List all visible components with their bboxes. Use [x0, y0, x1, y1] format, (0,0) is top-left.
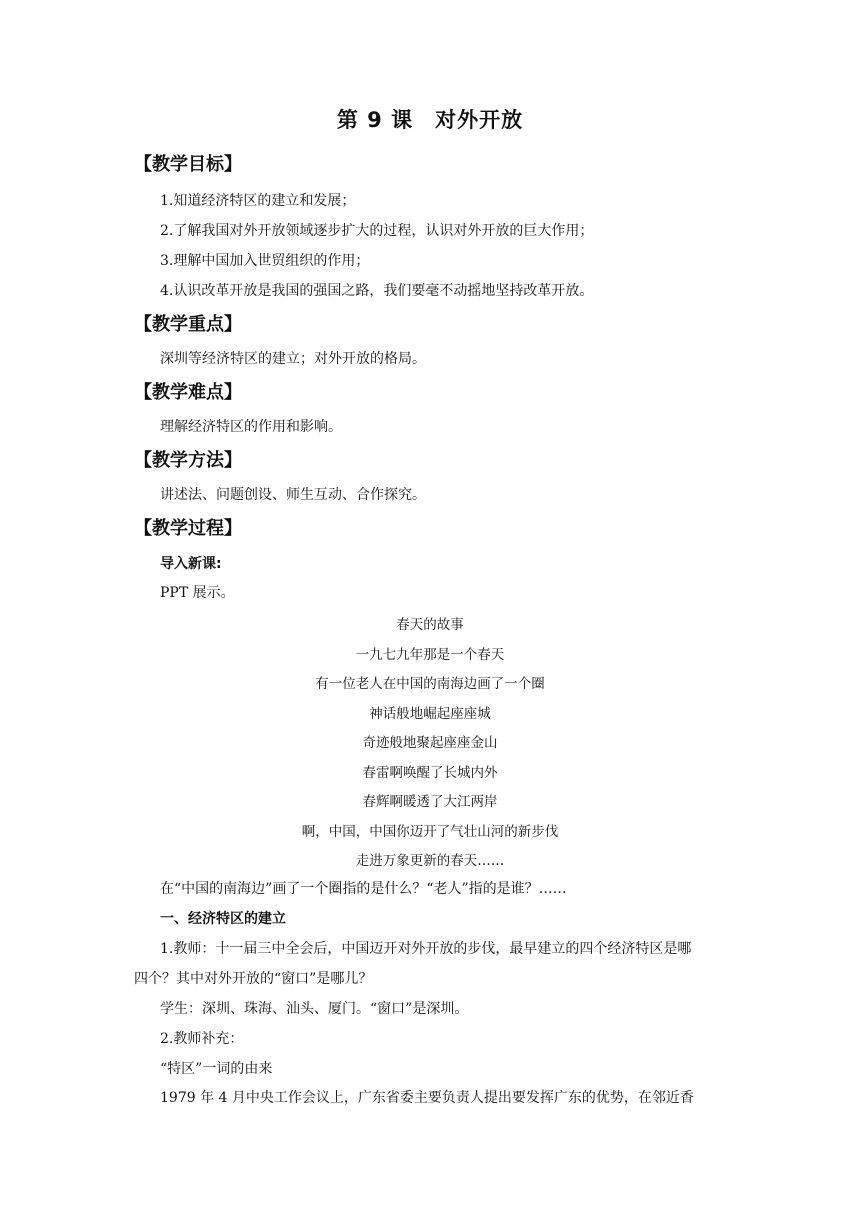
part1-heading: 一、经济特区的建立	[160, 911, 286, 927]
poem-line: 啊，中国，中国你迈开了气壮山河的新步伐	[301, 824, 559, 840]
origin-text: 1979 年 4 月中央工作会议上，广东省委主要负责人提出要发挥广东的优势，在邻近香	[160, 1090, 694, 1106]
page-title: 第 9 课 对外开放	[336, 108, 524, 132]
poem-line: 走进万象更新的春天……	[355, 853, 505, 869]
intro-label: 导入新课:	[160, 556, 222, 572]
poem-line: 春天的故事	[396, 617, 464, 633]
section-heading-goals: 【教学目标】	[134, 154, 242, 175]
poem-line: 神话般地崛起座座城	[369, 706, 491, 722]
poem-line: 一九七九年那是一个春天	[355, 647, 505, 663]
section-heading-process: 【教学过程】	[134, 518, 242, 539]
goal-item: 4.认识改革开放是我国的强国之路，我们要毫不动摇地坚持改革开放。	[160, 283, 594, 299]
teacher-supplement: 2.教师补充：	[160, 1031, 244, 1047]
poem-line: 春辉啊暖透了大江两岸	[362, 794, 498, 810]
goal-item: 3.理解中国加入世贸组织的作用；	[160, 253, 370, 269]
difficulties-text: 理解经济特区的作用和影响。	[160, 419, 342, 435]
ppt-line: PPT 展示。	[160, 585, 235, 601]
goal-item: 2.了解我国对外开放领域逐步扩大的过程，认识对外开放的巨大作用；	[160, 223, 594, 239]
poem-line: 有一位老人在中国的南海边画了一个圈	[315, 676, 545, 692]
teacher-question-line1: 1.教师：十一届三中全会后，中国迈开对外开放的步伐，最早建立的四个经济特区是哪	[160, 941, 692, 957]
goal-item: 1.知道经济特区的建立和发展；	[160, 193, 356, 209]
origin-title: “特区”一词的由来	[160, 1061, 273, 1077]
key-points-text: 深圳等经济特区的建立；对外开放的格局。	[160, 351, 426, 367]
section-heading-difficulties: 【教学难点】	[134, 382, 242, 403]
section-heading-methods: 【教学方法】	[134, 450, 242, 471]
lead-question: 在“中国的南海边”画了一个圈指的是什么？“老人”指的是谁？……	[160, 881, 567, 897]
section-heading-key-points: 【教学重点】	[134, 314, 242, 335]
teacher-question-line2: 四个？其中对外开放的“窗口”是哪儿？	[134, 971, 373, 987]
methods-text: 讲述法、问题创设、师生互动、合作探究。	[160, 487, 426, 503]
poem-line: 奇迹般地聚起座座金山	[362, 735, 498, 751]
student-answer: 学生：深圳、珠海、汕头、厦门。“窗口”是深圳。	[160, 1001, 469, 1017]
poem-line: 春雷啊唤醒了长城内外	[362, 765, 498, 781]
